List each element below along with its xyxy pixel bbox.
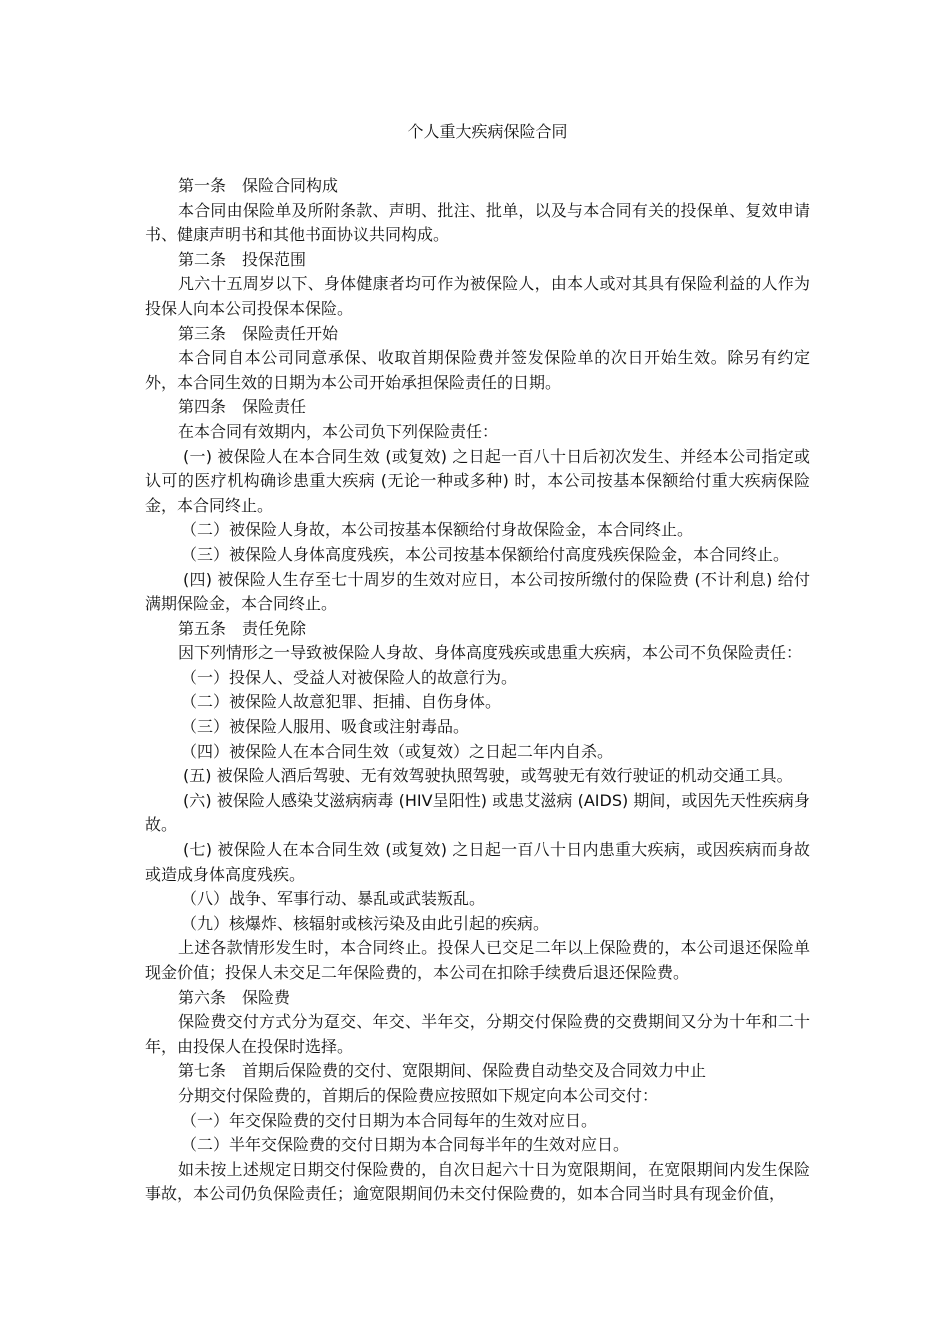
list-item: (六) 被保险人感染艾滋病病毒 (HIV呈阳性) 或患艾滋病 (AIDS) 期间，或因先天性疾病身故。: [145, 790, 810, 835]
body-paragraph: 保险费交付方式分为趸交、年交、半年交，分期交付保险费的交费期间又分为十年和二十年，由投保人在投保时选择。: [145, 1012, 810, 1056]
list-item: （二）被保险人故意犯罪、拒捕、自伤身体。: [181, 692, 502, 712]
list-item: （四）被保险人在本合同生效（或复效）之日起二年内自杀。: [181, 741, 614, 761]
body-paragraph: 分期交付保险费的，首期后的保险费应按照如下规定向本公司交付：: [178, 1085, 659, 1105]
list-item: (七) 被保险人在本合同生效 (或复效) 之日起一百八十日内患重大疾病，或因疾病而身故或造成身体高度残疾。: [145, 840, 810, 884]
list-item: （八）战争、军事行动、暴乱或武装叛乱。: [181, 889, 486, 909]
section-heading: 第一条 保险合同构成: [178, 176, 339, 195]
section-heading: 第四条 保险责任: [178, 397, 307, 417]
list-item: (四) 被保险人生存至七十周岁的生效对应日，本公司按所缴付的保险费 (不计利息) 给付满期保险金，本合同终止。: [145, 569, 810, 614]
body-paragraph: 本合同自本公司同意承保、收取首期保险费并签发保险单的次日开始生效。除另有约定外，本合同生效的日期为本公司开始承担保险责任的日期。: [145, 348, 810, 392]
document-body: [145, 174, 810, 1207]
body-paragraph: 上述各款情形发生时，本合同终止。投保人已交足二年以上保险费的，本公司退还保险单现金价值；投保人未交足二年保险费的，本公司在扣除手续费后退还保险费。: [145, 938, 810, 982]
list-item: （一）投保人、受益人对被保险人的故意行为。: [181, 667, 518, 687]
body-paragraph: 凡六十五周岁以下、身体健康者均可作为被保险人，由本人或对其具有保险利益的人作为投保人向本公司投保本保险。: [145, 274, 810, 318]
body-paragraph: 如未按上述规定日期交付保险费的，自次日起六十日为宽限期间，在宽限期间内发生保险事故，本公司仍负保险责任；逾宽限期间仍未交付保险费的，如本合同当时具有现金价值，: [145, 1159, 810, 1204]
body-paragraph: 本合同由保险单及所附条款、声明、批注、批单，以及与本合同有关的投保单、复效申请书、健康声明书和其他书面协议共同构成。: [145, 200, 810, 245]
section-heading: 第二条 投保范围: [178, 249, 307, 269]
list-item: （二）半年交保险费的交付日期为本合同每半年的生效对应日。: [181, 1135, 630, 1155]
section-heading: 第六条 保险费: [178, 987, 291, 1007]
section-heading: 第七条 首期后保险费的交付、宽限期间、保险费自动垫交及合同效力中止: [178, 1061, 707, 1081]
list-item: （二）被保险人身故，本公司按基本保额给付身故保险金，本合同终止。: [181, 520, 694, 540]
body-paragraph: 因下列情形之一导致被保险人身故、身体高度残疾或患重大疾病，本公司不负保险责任：: [178, 643, 803, 663]
list-item: （三）被保险人身体高度残疾，本公司按基本保额给付高度残疾保险金，本合同终止。: [181, 544, 790, 564]
document-page: [145, 120, 810, 1207]
list-item: (一) 被保险人在本合同生效 (或复效) 之日起一百八十日后初次发生、并经本公司指定或认可的医疗机构确诊患重大疾病 (无论一种或多种) 时，本公司按基本保额给付重大疾病保险金，本合同终止。: [145, 446, 810, 515]
body-paragraph: 在本合同有效期内，本公司负下列保险责任：: [178, 421, 499, 441]
list-item: （九）核爆炸、核辐射或核污染及由此引起的疾病。: [181, 913, 550, 933]
list-item: (五) 被保险人酒后驾驶、无有效驾驶执照驾驶，或驾驶无有效行驶证的机动交通工具。: [183, 766, 793, 786]
list-item: （一）年交保险费的交付日期为本合同每年的生效对应日。: [181, 1110, 598, 1130]
section-heading: 第三条 保险责任开始: [178, 323, 339, 343]
list-item: （三）被保险人服用、吸食或注射毒品。: [181, 717, 470, 737]
document-title: 个人重大疾病保险合同: [407, 122, 568, 141]
section-heading: 第五条 责任免除: [178, 618, 307, 638]
